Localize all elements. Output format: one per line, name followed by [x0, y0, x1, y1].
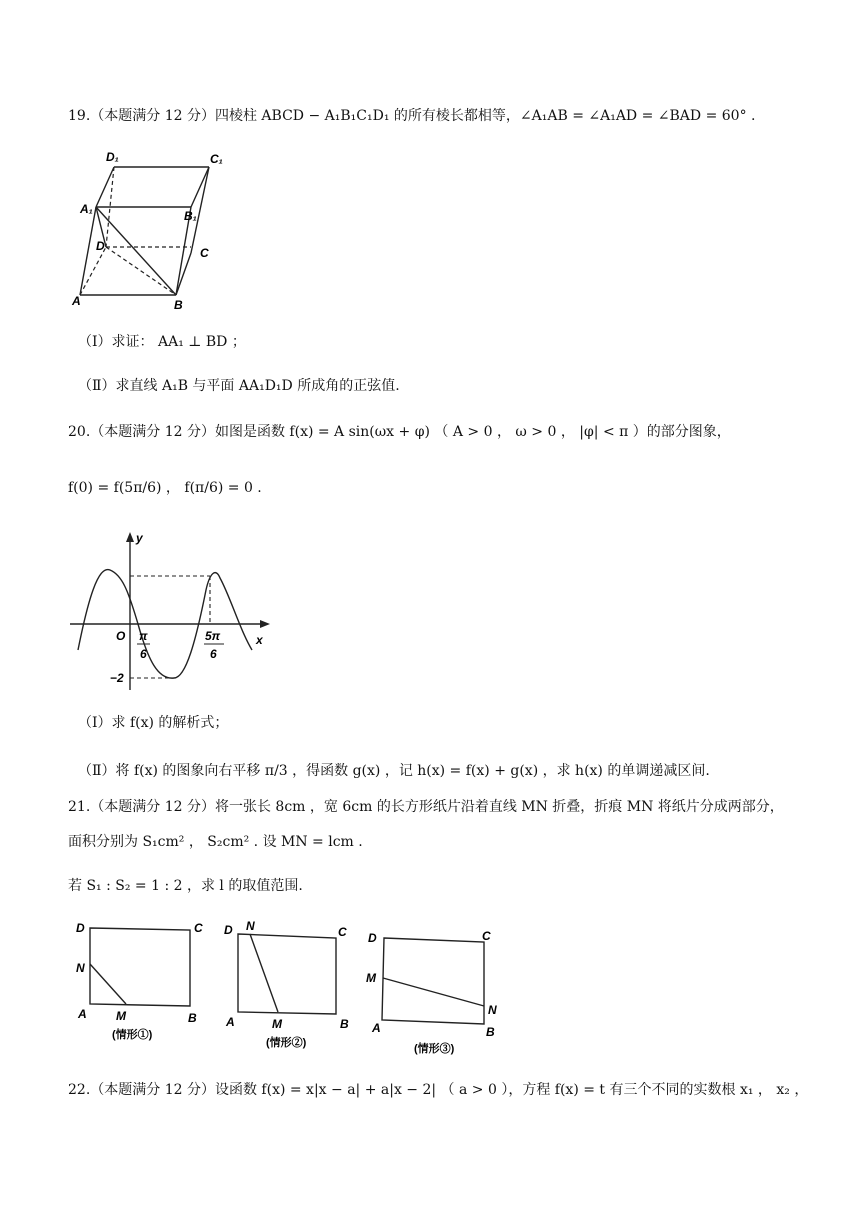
c3-caption: (情形③): [414, 1043, 455, 1055]
c3-label-m: M: [366, 971, 376, 985]
q19-part1: （Ⅰ）求证： AA₁ ⊥ BD ；: [78, 334, 246, 350]
fold-case-3: [362, 924, 512, 1059]
q19-stem: 19.（本题满分 12 分）四棱柱 ABCD − A₁B₁C₁D₁ 的所有棱长都相等，∠A₁AB = ∠A₁AD = ∠BAD = 60° .: [68, 108, 756, 124]
label-d: D: [96, 239, 105, 253]
pi6-numerator: π: [139, 629, 148, 643]
c3-label-d: D: [368, 931, 377, 945]
c2-label-n: N: [246, 919, 255, 933]
c2-label-m: M: [272, 1017, 282, 1031]
q21-stem2: 面积分别为 S₁cm² ， S₂cm² . 设 MN = lcm .: [68, 834, 363, 850]
q20-part2: （Ⅱ）将 f(x) 的图象向右平移 π/3 ，得函数 g(x) ，记 h(x) = f(x) + g(x) ，求 h(x) 的单调递减区间.: [78, 763, 710, 779]
q22-stem: 22.（本题满分 12 分）设函数 f(x) = x|x − a| + a|x − 2| （ a > 0 ），方程 f(x) = t 有三个不同的实数根 x₁ ， x₂ ，: [68, 1082, 809, 1098]
label-a1: A₁: [80, 202, 93, 216]
y-axis-label: y: [136, 531, 143, 545]
c1-label-d: D: [76, 921, 85, 935]
c2-label-b: B: [340, 1017, 349, 1031]
c1-label-a: A: [78, 1007, 87, 1021]
c1-label-n: N: [76, 961, 85, 975]
label-c: C: [200, 246, 209, 260]
5pi6-numerator: 5π: [205, 629, 221, 643]
label-c1: C₁: [210, 152, 223, 166]
q20-stem: 20.（本题满分 12 分）如图是函数 f(x) = A sin(ωx + φ) （ A > 0 ， ω > 0 ， |φ| < π ）的部分图象，: [68, 424, 731, 440]
c1-label-m: M: [116, 1009, 126, 1023]
c2-label-c: C: [338, 925, 347, 939]
label-b1: B₁: [184, 209, 197, 223]
c2-label-d: D: [224, 923, 233, 937]
label-a: A: [72, 294, 81, 308]
c2-label-a: A: [226, 1015, 235, 1029]
origin-label: O: [116, 629, 126, 643]
q21-stem1: 21.（本题满分 12 分）将一张长 8cm ，宽 6cm 的长方形纸片沿着直线 MN 折叠，折痕 MN 将纸片分成两部分，: [68, 799, 784, 815]
x-axis-label: x: [256, 633, 263, 647]
c3-label-b: B: [486, 1025, 495, 1039]
c1-label-c: C: [194, 921, 203, 935]
c2-caption: (情形②): [266, 1037, 307, 1049]
q20-part1: （Ⅰ）求 f(x) 的解析式；: [78, 715, 229, 731]
c3-label-n: N: [488, 1003, 497, 1017]
5pi6-denominator: 6: [210, 647, 217, 661]
sine-graph: [70, 530, 280, 695]
fold-case-2: [222, 918, 362, 1053]
q20-condition: f(0) = f(5π/6) ， f(π/6) = 0 .: [68, 480, 262, 496]
label-d1: D₁: [106, 150, 119, 164]
q19-part2: （Ⅱ）求直线 A₁B 与平面 AA₁D₁D 所成角的正弦值.: [78, 378, 400, 394]
label-b: B: [174, 298, 183, 312]
pi6-denominator: 6: [140, 647, 147, 661]
fold-case-1: [72, 918, 212, 1046]
c3-label-a: A: [372, 1021, 381, 1035]
c3-label-c: C: [482, 929, 491, 943]
prism-figure: [70, 145, 230, 315]
q21-condition: 若 S₁ : S₂ = 1 : 2 ，求 l 的取值范围.: [68, 878, 303, 894]
c1-label-b: B: [188, 1011, 197, 1025]
c1-caption: (情形①): [112, 1029, 153, 1041]
minus2-label: −2: [110, 671, 124, 685]
